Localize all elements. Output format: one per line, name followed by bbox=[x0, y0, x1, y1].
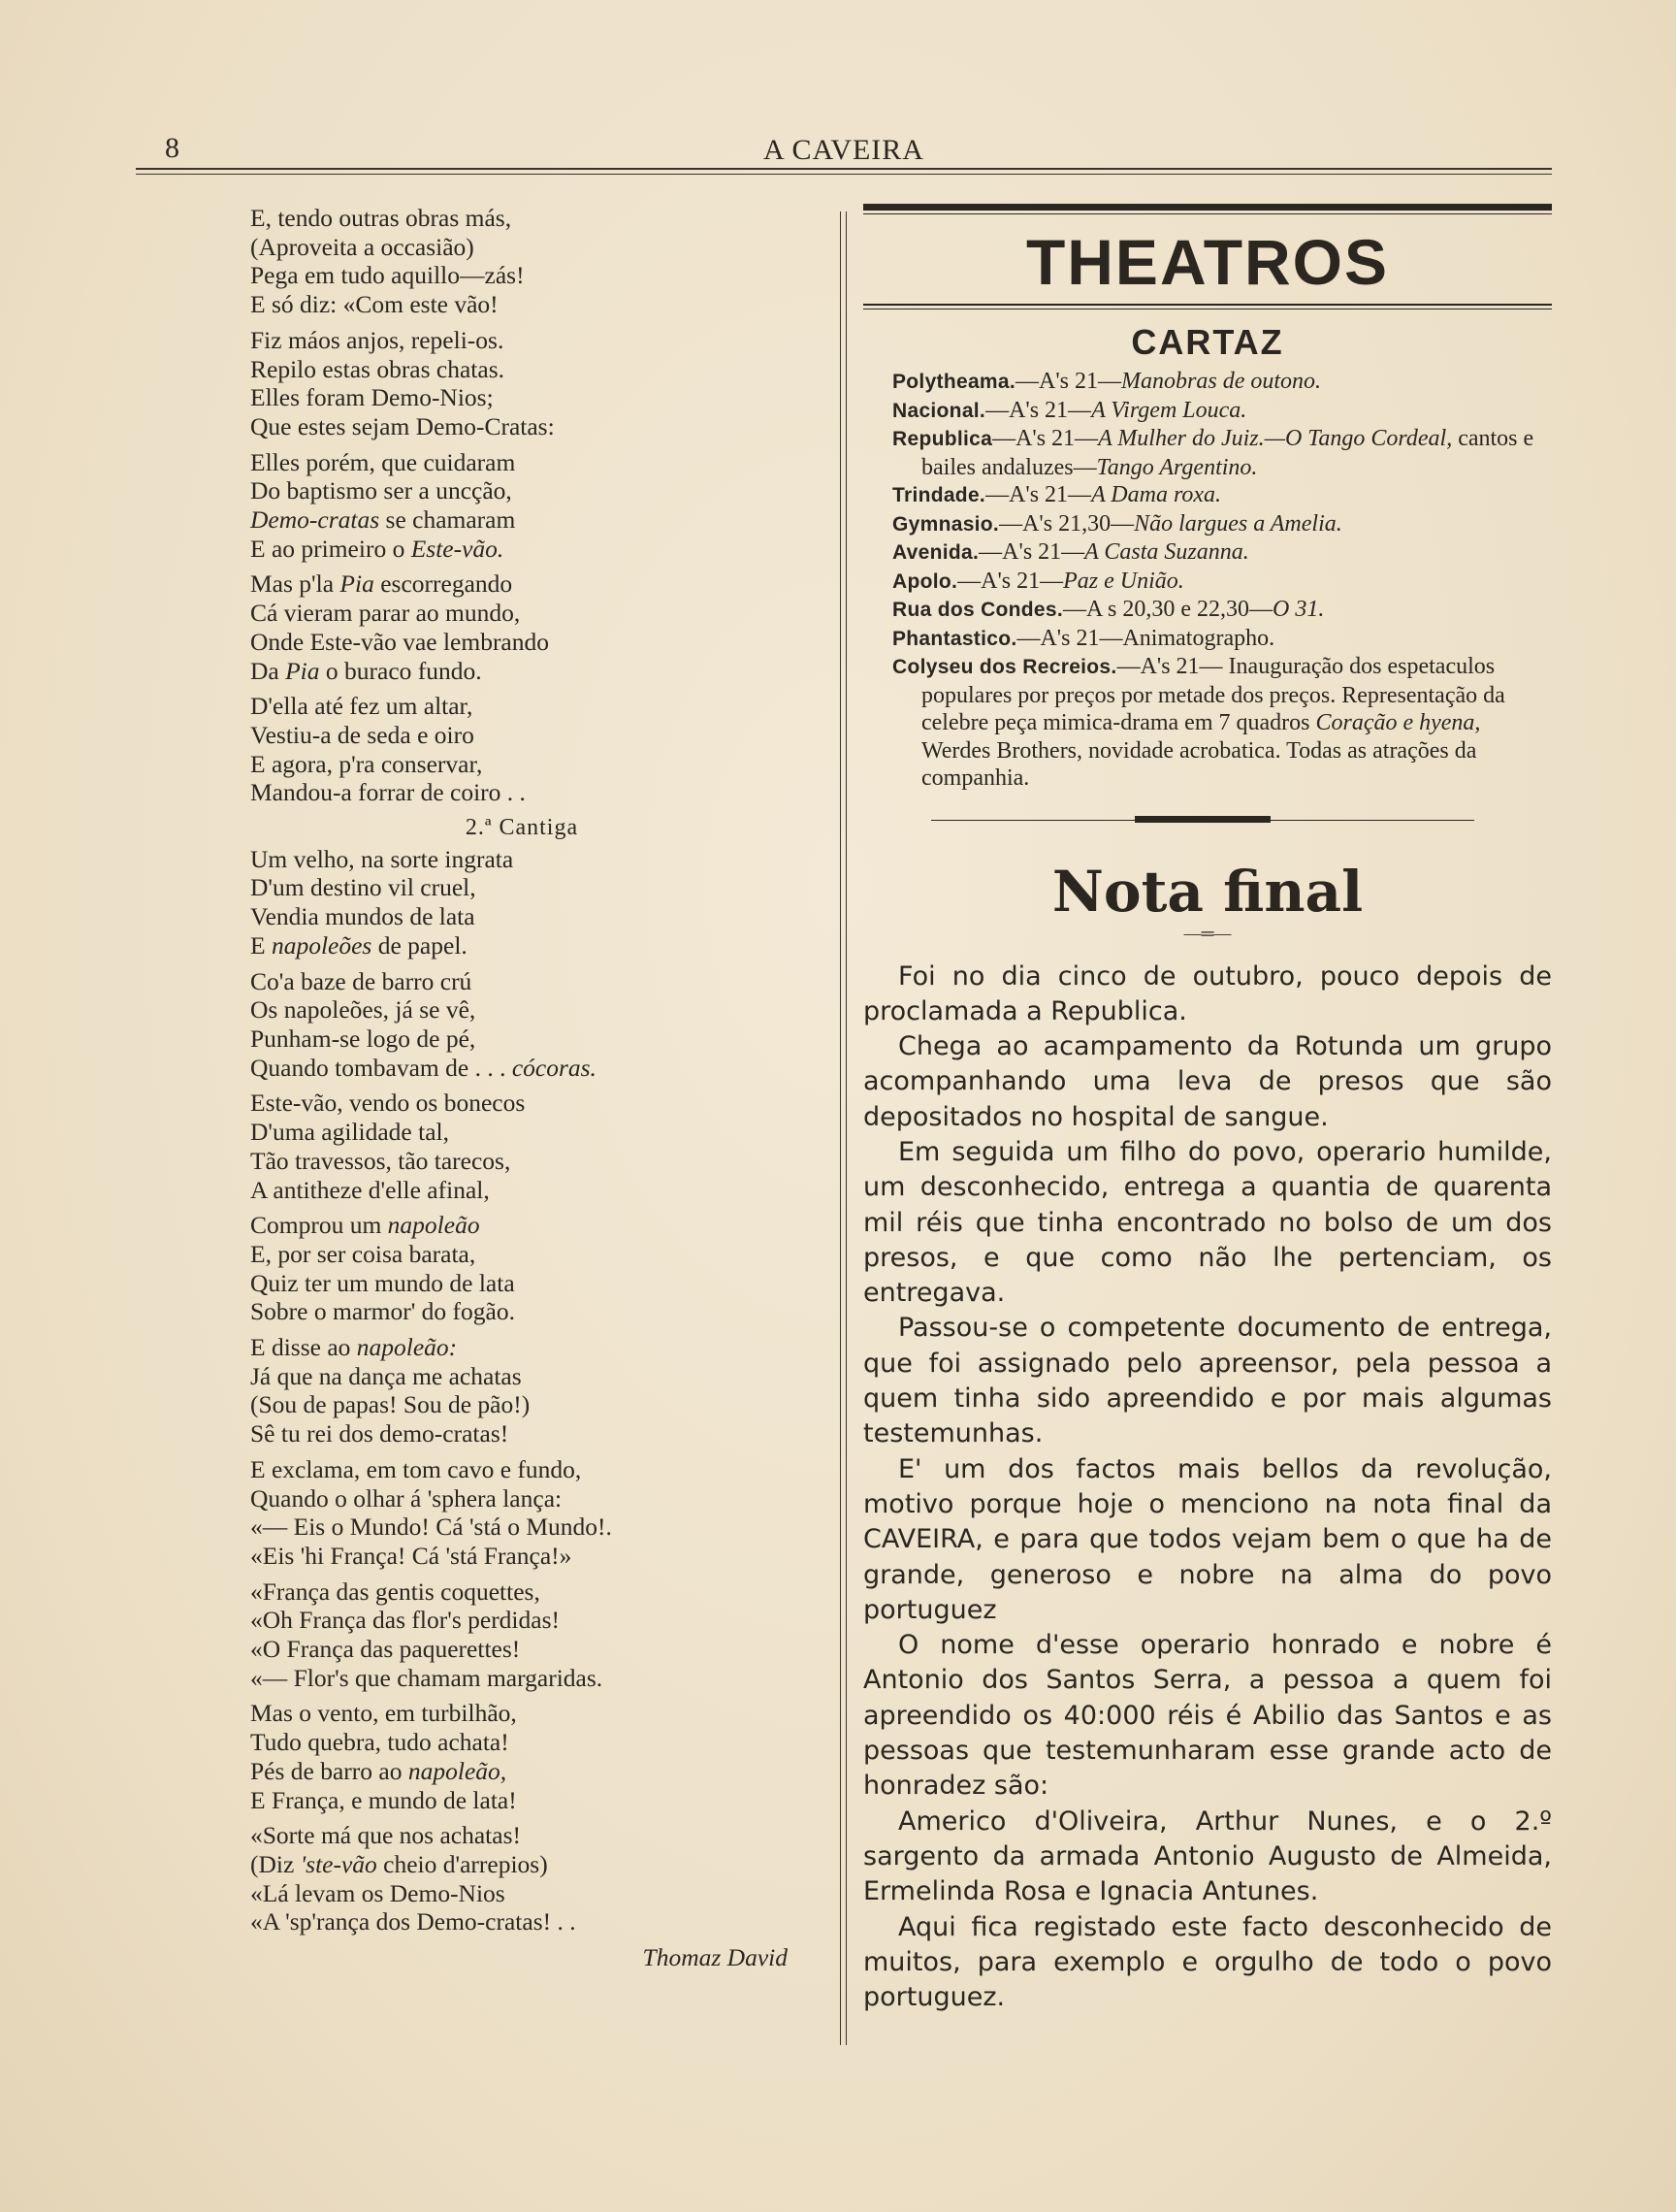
poem-line: Quiz ter um mundo de lata bbox=[250, 1268, 515, 1297]
stanza bbox=[250, 448, 793, 564]
right-column bbox=[863, 204, 1552, 2015]
line-text: E bbox=[250, 930, 272, 960]
poem-line: E, por ser coisa barata, bbox=[250, 1239, 476, 1268]
listing-entry bbox=[892, 510, 1552, 539]
play-title: Tango Argentino. bbox=[1096, 454, 1258, 480]
play-title: Manobras de outono. bbox=[1121, 369, 1322, 394]
page-header bbox=[136, 128, 1552, 167]
listing-entry bbox=[892, 568, 1552, 597]
theatros-title: THEATROS bbox=[1025, 226, 1390, 298]
listing-text: cantos e bailes andaluzes— bbox=[921, 426, 1534, 480]
poem-line: Onde Este-vão vae lembrando bbox=[250, 627, 550, 656]
poem-line: Mas o vento, em turbilhão, bbox=[250, 1699, 517, 1728]
nota-final-title: Nota final bbox=[1051, 858, 1364, 925]
poem-line: Sê tu rei dos demo-cratas! bbox=[250, 1419, 509, 1448]
column-divider bbox=[846, 211, 847, 2045]
italic-word: napoleões bbox=[271, 930, 372, 960]
poem-line bbox=[250, 931, 793, 960]
italic-word: napoleão: bbox=[356, 1333, 458, 1362]
listing-time: —A's 21— bbox=[979, 539, 1085, 565]
listing-time: —A's 21—Animatographo. bbox=[1016, 625, 1275, 651]
poem-line bbox=[250, 1211, 793, 1240]
poem-line: Um velho, na sorte ingrata bbox=[250, 844, 514, 873]
paragraph: Chega ao acampamento da Rotunda um grupo acompanhando uma leva de presos que são depositados no hospital de sangue. bbox=[863, 1031, 1552, 1132]
title-rule bbox=[863, 304, 1552, 306]
line-text: cheio d'arrepios) bbox=[376, 1849, 548, 1878]
play-title: A Virgem Louca. bbox=[1091, 397, 1247, 423]
poem-line: Punham-se logo de pé, bbox=[250, 1024, 476, 1053]
poem-line: Vestiu-a de seda e oiro bbox=[250, 720, 474, 749]
line-text: Da bbox=[250, 656, 286, 685]
listing-text: —A's 21— Inauguração dos espetaculos populares por preços por metade dos preços. Representação da celebre peça mimica-drama em 7 quadros bbox=[921, 654, 1505, 735]
section-rule bbox=[863, 204, 1552, 211]
poem-line: D'um destino vil cruel, bbox=[250, 873, 476, 902]
line-text: Pés de barro ao bbox=[250, 1756, 408, 1785]
poem-line: D'ella até fez um altar, bbox=[250, 692, 473, 721]
header-rule-thin bbox=[136, 174, 1552, 175]
play-title: A Dama roxa. bbox=[1091, 482, 1222, 507]
italic-word: 'ste-vão bbox=[300, 1849, 377, 1878]
section-rule-thin bbox=[863, 213, 1552, 214]
italic-word: napoleão bbox=[387, 1211, 480, 1240]
stanza bbox=[250, 967, 793, 1083]
poem-line bbox=[250, 569, 793, 599]
stanza bbox=[250, 1821, 793, 1936]
section-separator bbox=[863, 806, 1552, 835]
play-title: A Casta Suzanna. bbox=[1084, 539, 1249, 565]
poem-line: Tudo quebra, tudo achata! bbox=[250, 1728, 509, 1757]
poem-line: Pega em tudo aquillo—zás! bbox=[250, 261, 525, 290]
poem-line: Este-vão, vendo os bonecos bbox=[250, 1089, 526, 1118]
cartaz-listing bbox=[863, 368, 1552, 793]
listing-entry bbox=[892, 397, 1552, 426]
column-divider bbox=[840, 211, 841, 2045]
poem-line: A antitheze d'elle afinal, bbox=[250, 1175, 490, 1204]
stanza bbox=[250, 845, 793, 960]
listing-entry bbox=[892, 625, 1552, 654]
venue-name: Gymnasio. bbox=[892, 512, 1000, 536]
listing-time: —A's 21— bbox=[1015, 369, 1122, 394]
italic-word: Pia bbox=[285, 656, 320, 685]
poem-line bbox=[250, 657, 793, 686]
stanza bbox=[250, 1211, 793, 1326]
poem-line: (Aproveita a occasião) bbox=[250, 232, 474, 261]
poem-line: Elles porém, que cuidaram bbox=[250, 447, 516, 476]
listing-time: —A's 21— bbox=[985, 482, 1092, 507]
poem-line: E só diz: «Com este vão! bbox=[250, 290, 499, 319]
poem-line: «Oh França das flor's perdidas! bbox=[250, 1606, 560, 1635]
venue-name: Republica bbox=[892, 428, 993, 450]
poem-line: E, tendo outras obras más, bbox=[250, 204, 512, 232]
line-text: Mas p'la bbox=[250, 569, 340, 599]
play-title: A Mulher do Juiz.—O Tango Cordeal, bbox=[1098, 426, 1453, 451]
poem-line: Do baptismo ser a uncção, bbox=[250, 476, 512, 505]
poem-line: «França das gentis coquettes, bbox=[250, 1577, 540, 1606]
poem-line: «Sorte má que nos achatas! bbox=[250, 1821, 521, 1850]
separator-bar bbox=[1135, 816, 1271, 823]
stanza bbox=[250, 204, 793, 319]
venue-name: Colyseu dos Recreios. bbox=[892, 656, 1117, 678]
stanza bbox=[250, 1333, 793, 1448]
listing-text: Werdes Brothers, novidade acrobatica. Todas as atrações da companhia. bbox=[921, 737, 1477, 791]
poem-line: Quando o olhar á 'sphera lança: bbox=[250, 1483, 563, 1513]
line-text: E ao primeiro o bbox=[250, 534, 411, 563]
poem-line: «O França das paquerettes! bbox=[250, 1635, 521, 1664]
stanza bbox=[250, 326, 793, 441]
poem-line: Repilo estas obras chatas. bbox=[250, 354, 505, 383]
paragraph: Foi no dia cinco de outubro, pouco depois de proclamada a Republica. bbox=[863, 960, 1552, 1026]
listing-entry bbox=[892, 538, 1552, 568]
poem-line: E exclama, em tom cavo e fundo, bbox=[250, 1454, 582, 1483]
line-text: de papel. bbox=[371, 930, 467, 960]
venue-name: Avenida. bbox=[892, 541, 980, 564]
play-title: O 31. bbox=[1273, 597, 1325, 622]
listing-entry bbox=[892, 596, 1552, 625]
poem-line: E França, e mundo de lata! bbox=[250, 1785, 517, 1814]
listing-entry bbox=[892, 368, 1552, 397]
line-text: o buraco fundo. bbox=[319, 656, 482, 685]
poem-line: «Eis 'hi França! Cá 'stá França!» bbox=[250, 1541, 572, 1570]
poem-line: «A 'sp'rança dos Demo-cratas! . . bbox=[250, 1907, 576, 1936]
poem-line: «— Flor's que chamam margaridas. bbox=[250, 1663, 603, 1692]
listing-entry bbox=[892, 481, 1552, 510]
stanza bbox=[250, 569, 793, 685]
listing-time: —A's 21— bbox=[957, 568, 1064, 594]
page-number: 8 bbox=[165, 132, 179, 164]
title-ornament: —═— bbox=[1183, 923, 1232, 943]
play-title: Não largues a Amelia. bbox=[1134, 510, 1342, 537]
stanza bbox=[250, 1578, 793, 1693]
venue-name: Rua dos Condes. bbox=[892, 599, 1064, 621]
italic-word: Demo-cratas bbox=[250, 505, 380, 535]
poem-line: Os napoleões, já se vê, bbox=[250, 995, 476, 1025]
listing-entry bbox=[892, 653, 1552, 793]
play-title: Paz e União. bbox=[1063, 568, 1184, 594]
running-title: A CAVEIRA bbox=[763, 134, 924, 166]
listing-time: —A s 20,30 e 22,30— bbox=[1063, 597, 1273, 622]
line-text: (Diz bbox=[250, 1849, 301, 1878]
poem-line bbox=[250, 535, 793, 564]
poem-line: E agora, p'ra conservar, bbox=[250, 749, 483, 778]
poem-column bbox=[250, 204, 793, 1972]
paragraph: Passou-se o competente documento de entrega, que foi assignado pelo apreensor, pela pessoa a quem tinha sido apreendido e por mais algumas testemunhas. bbox=[863, 1313, 1552, 1449]
header-rule bbox=[136, 168, 1552, 170]
section-heading: 2.ª Cantiga bbox=[465, 815, 579, 841]
poem-line: Fiz máos anjos, repeli-os. bbox=[250, 325, 504, 354]
line-text: se chamaram bbox=[379, 505, 516, 535]
poem-line bbox=[250, 505, 793, 535]
paragraph: Em seguida um filho do povo, operario humilde, um desconhecido, entrega a quantia de quarenta mil réis que tinha encontrado no bolso de um dos presos, e que como não lhe pertenciam, os entregava. bbox=[863, 1136, 1552, 1309]
stanza bbox=[250, 1455, 793, 1571]
venue-name: Trindade. bbox=[892, 484, 986, 506]
italic-word: Este-vão. bbox=[410, 534, 504, 563]
venue-name: Apolo. bbox=[892, 569, 958, 593]
author-signature: Thomaz David bbox=[642, 1943, 788, 1972]
listing-entry bbox=[892, 425, 1552, 481]
line-text: E disse ao bbox=[250, 1333, 357, 1362]
venue-name: Phantastico. bbox=[892, 627, 1017, 650]
line-text: Quando tombavam de . . . bbox=[250, 1053, 512, 1082]
listing-time: —A's 21— bbox=[992, 426, 1099, 451]
poem-line: Elles foram Demo-Nios; bbox=[250, 383, 494, 412]
poem-line bbox=[250, 1850, 793, 1879]
poem-line bbox=[250, 1333, 793, 1362]
play-title: Coração e hyena, bbox=[1315, 710, 1481, 735]
poem-line: Vendia mundos de lata bbox=[250, 902, 475, 931]
poem-line: Já que na dança me achatas bbox=[250, 1361, 522, 1390]
listing-time: —A's 21,30— bbox=[999, 510, 1135, 537]
paragraph: Americo d'Oliveira, Arthur Nunes, e o 2.º sargento da armada Antonio Augusto de Almeida, Ermelinda Rosa e Ignacia Antunes. bbox=[863, 1805, 1552, 1907]
italic-word: cócoras. bbox=[511, 1053, 596, 1082]
poem-line: «— Eis o Mundo! Cá 'stá o Mundo!. bbox=[250, 1513, 612, 1542]
poem-line: Cá vieram parar ao mundo, bbox=[250, 599, 521, 628]
venue-name: Polytheama. bbox=[892, 371, 1016, 393]
italic-word: napoleão, bbox=[407, 1756, 507, 1785]
poem-line: Que estes sejam Demo-Cratas: bbox=[250, 411, 555, 440]
stanza bbox=[250, 1089, 793, 1204]
poem-line: Sobre o marmor' do fogão. bbox=[250, 1297, 515, 1326]
venue-name: Nacional. bbox=[892, 399, 986, 422]
line-text: escorregando bbox=[373, 569, 513, 599]
paragraph: O nome d'esse operario honrado e nobre é Antonio dos Santos Serra, a pessoa a quem foi apreendido os 40:000 réis é Abilio das Santos e as pessoas que testemunharam esse grande acto de honradez são: bbox=[863, 1630, 1552, 1802]
nota-final-body bbox=[863, 960, 1552, 2016]
poem-line: Co'a baze de barro crú bbox=[250, 966, 472, 995]
poem-line: (Sou de papas! Sou de pão!) bbox=[250, 1390, 531, 1419]
listing-time: —A's 21— bbox=[985, 397, 1092, 423]
poem-line: D'uma agilidade tal, bbox=[250, 1118, 449, 1147]
italic-word: Pia bbox=[339, 569, 374, 599]
stanza bbox=[250, 1699, 793, 1814]
poem-line: «Lá levam os Demo-Nios bbox=[250, 1878, 505, 1907]
poem-line: Mandou-a forrar de coiro . . bbox=[250, 778, 526, 807]
paragraph: E' um dos factos mais bellos da revolução, motivo porque hoje o menciono na nota final da CAVEIRA, e para que todos vejam bem o que ha de grande, generoso e nobre na alma do povo portuguez bbox=[863, 1453, 1552, 1625]
line-text: Comprou um bbox=[250, 1211, 388, 1240]
poem-line: Tão travessos, tão tarecos, bbox=[250, 1146, 511, 1175]
cartaz-title: CARTAZ bbox=[1131, 322, 1284, 362]
poem-line bbox=[250, 1054, 793, 1083]
stanza bbox=[250, 692, 793, 807]
paragraph: Aqui fica registado este facto desconhecido de muitos, para exemplo e orgulho de todo o povo portuguez. bbox=[863, 1911, 1552, 2013]
poem-line bbox=[250, 1757, 793, 1786]
